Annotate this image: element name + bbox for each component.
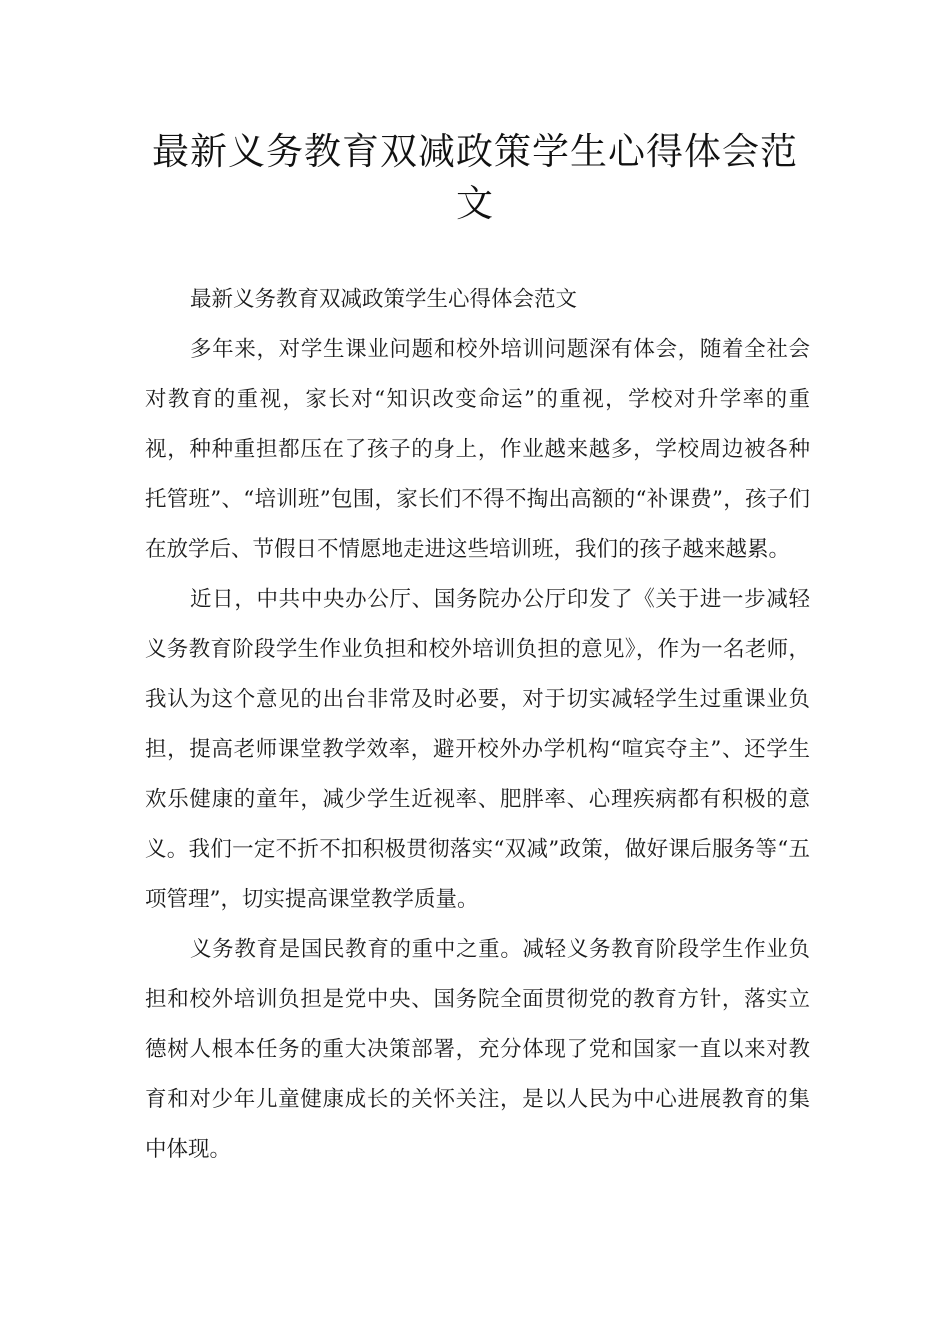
paragraph-1: 多年来，对学生课业问题和校外培训问题深有体会，随着全社会对教育的重视，家长对“知识改变命运”的重视，学校对升学率的重视，种种重担都压在了孩子的身上，作业越来越多，学校周边被各种托管班”、“培训班”包围，家长们不得不掏出高额的“补课费”，孩子们在放学后、节假日不情愿地走进这些培训班，我们的孩子越来越累。 [145, 337, 810, 562]
paragraph-3: 义务教育是国民教育的重中之重。减轻义务教育阶段学生作业负担和校外培训负担是党中央、国务院全面贯彻党的教育方针，落实立德树人根本任务的重大决策部署，充分体现了党和国家一直以来对教育和对少年儿童健康成长的关怀关注，是以人民为中心进展教育的集中体现。 [145, 937, 810, 1162]
paragraph-subtitle: 最新义务教育双减政策学生心得体会范文 [190, 287, 578, 312]
document-body [145, 275, 810, 1175]
document-title: 最新义务教育双减政策学生心得体会范文 [152, 130, 798, 225]
paragraph-2: 近日，中共中央办公厅、国务院办公厅印发了《关于进一步减轻义务教育阶段学生作业负担和校外培训负担的意见》，作为一名老师，我认为这个意见的出台非常及时必要，对于切实减轻学生过重课业负担，提高老师课堂教学效率，避开校外办学机构“喧宾夺主”、还学生欢乐健康的童年，减少学生近视率、肥胖率、心理疾病都有积极的意义。我们一定不折不扣积极贯彻落实“双减”政策，做好课后服务等“五项管理”，切实提高课堂教学质量。 [145, 587, 810, 912]
